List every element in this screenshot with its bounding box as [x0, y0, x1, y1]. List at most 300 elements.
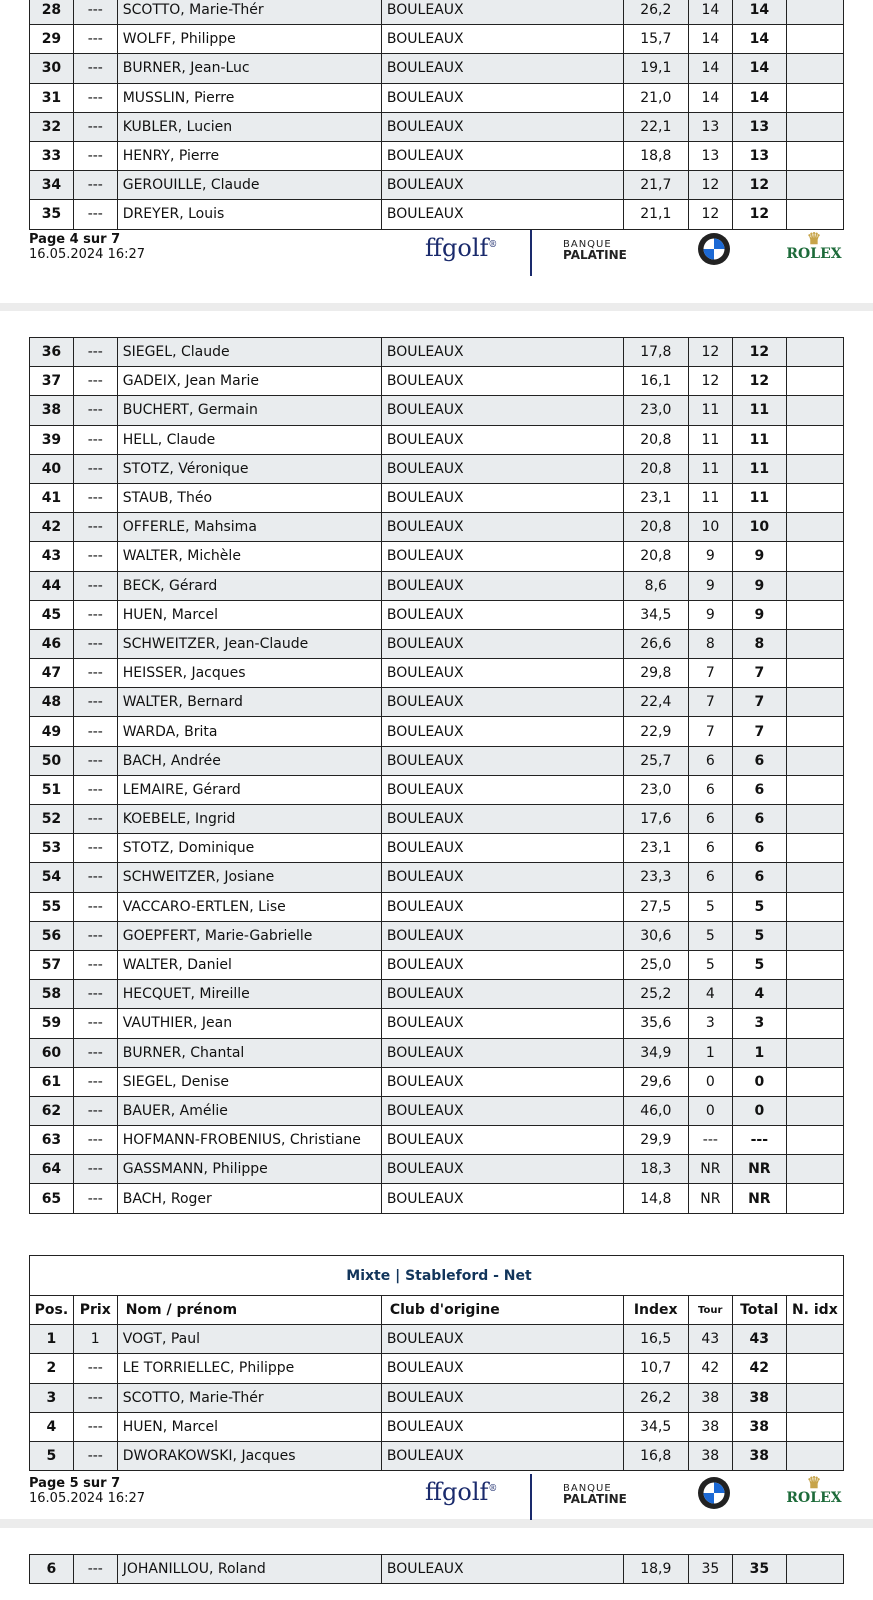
page-6 — [0, 1528, 873, 1600]
bmw-logo — [697, 232, 731, 266]
table-row — [30, 1096, 844, 1125]
cell-club: BOULEAUX — [381, 1354, 623, 1383]
cell-pos: 6 — [30, 1555, 74, 1584]
cell-prix: --- — [73, 805, 117, 834]
cell-tour: 8 — [688, 629, 732, 658]
cell-pos: 34 — [30, 171, 74, 200]
cell-pos: 1 — [30, 1325, 74, 1354]
page-number: Page 4 sur 7 — [29, 232, 121, 247]
cell-index: 26,2 — [623, 0, 688, 25]
table-row — [30, 425, 844, 454]
cell-pos: 50 — [30, 746, 74, 775]
cell-index: 16,1 — [623, 367, 688, 396]
cell-pos: 30 — [30, 54, 74, 83]
cell-index: 29,8 — [623, 659, 688, 688]
cell-name: STOTZ, Véronique — [117, 454, 381, 483]
cell-prix: --- — [73, 1155, 117, 1184]
cell-pos: 65 — [30, 1184, 74, 1213]
cell-total: 0 — [732, 1096, 786, 1125]
cell-name: SCHWEITZER, Jean-Claude — [117, 629, 381, 658]
cell-club: BOULEAUX — [381, 892, 623, 921]
cell-total: 8 — [732, 629, 786, 658]
cell-nidx — [786, 1126, 843, 1155]
cell-pos: 29 — [30, 25, 74, 54]
cell-total: 5 — [732, 921, 786, 950]
cell-prix: --- — [73, 1009, 117, 1038]
cell-pos: 39 — [30, 425, 74, 454]
cell-tour: 6 — [688, 863, 732, 892]
cell-pos: 47 — [30, 659, 74, 688]
cell-nidx — [786, 171, 843, 200]
cell-prix: --- — [73, 1126, 117, 1155]
cell-prix: --- — [73, 746, 117, 775]
cell-index: 17,6 — [623, 805, 688, 834]
cell-club: BOULEAUX — [381, 367, 623, 396]
cell-tour: 11 — [688, 483, 732, 512]
cell-name: DWORAKOWSKI, Jacques — [117, 1441, 381, 1470]
cell-index: 29,6 — [623, 1067, 688, 1096]
cell-club: BOULEAUX — [381, 1009, 623, 1038]
cell-name: LEMAIRE, Gérard — [117, 775, 381, 804]
cell-tour: 6 — [688, 834, 732, 863]
cell-pos: 54 — [30, 863, 74, 892]
cell-index: 22,4 — [623, 688, 688, 717]
table-row — [30, 1354, 844, 1383]
table-row — [30, 367, 844, 396]
table-row — [30, 659, 844, 688]
cell-name: KUBLER, Lucien — [117, 112, 381, 141]
cell-index: 30,6 — [623, 921, 688, 950]
cell-index: 23,3 — [623, 863, 688, 892]
cell-nidx — [786, 1009, 843, 1038]
cell-total: 14 — [732, 54, 786, 83]
table-row — [30, 805, 844, 834]
cell-club: BOULEAUX — [381, 863, 623, 892]
cell-pos: 2 — [30, 1354, 74, 1383]
cell-pos: 33 — [30, 141, 74, 170]
cell-prix: --- — [73, 980, 117, 1009]
cell-name: SCOTTO, Marie-Thér — [117, 0, 381, 25]
cell-nidx — [786, 571, 843, 600]
table-row — [30, 921, 844, 950]
cell-name: GEROUILLE, Claude — [117, 171, 381, 200]
cell-index: 19,1 — [623, 54, 688, 83]
cell-total: 12 — [732, 171, 786, 200]
cell-club: BOULEAUX — [381, 775, 623, 804]
cell-nidx — [786, 629, 843, 658]
cell-pos: 28 — [30, 0, 74, 25]
cell-club: BOULEAUX — [381, 1555, 623, 1584]
cell-pos: 31 — [30, 83, 74, 112]
cell-index: 23,1 — [623, 483, 688, 512]
results-table — [29, 337, 844, 1214]
table-row — [30, 775, 844, 804]
cell-name: SIEGEL, Claude — [117, 338, 381, 367]
table-row — [30, 338, 844, 367]
page-4 — [0, 0, 873, 303]
cell-index: 8,6 — [623, 571, 688, 600]
cell-name: HUEN, Marcel — [117, 1412, 381, 1441]
cell-index: 16,5 — [623, 1325, 688, 1354]
cell-name: BURNER, Jean-Luc — [117, 54, 381, 83]
cell-total: 12 — [732, 338, 786, 367]
header-prix: Prix — [73, 1296, 117, 1325]
cell-prix: --- — [73, 834, 117, 863]
cell-prix: --- — [73, 863, 117, 892]
cell-prix: --- — [73, 1096, 117, 1125]
cell-index: 25,7 — [623, 746, 688, 775]
cell-tour: 4 — [688, 980, 732, 1009]
cell-nidx — [786, 112, 843, 141]
cell-pos: 59 — [30, 1009, 74, 1038]
cell-nidx — [786, 1441, 843, 1470]
cell-name: OFFERLE, Mahsima — [117, 513, 381, 542]
cell-club: BOULEAUX — [381, 83, 623, 112]
cell-nidx — [786, 921, 843, 950]
column-headers — [30, 1296, 844, 1325]
header-tour: Tour — [688, 1296, 732, 1325]
table-row — [30, 1184, 844, 1213]
table-row — [30, 1383, 844, 1412]
cell-prix: --- — [73, 1184, 117, 1213]
cell-pos: 4 — [30, 1412, 74, 1441]
cell-prix: --- — [73, 171, 117, 200]
cell-total: 6 — [732, 863, 786, 892]
cell-tour: 38 — [688, 1412, 732, 1441]
cell-tour: 12 — [688, 200, 732, 229]
cell-club: BOULEAUX — [381, 1038, 623, 1067]
table-row — [30, 834, 844, 863]
cell-prix: --- — [73, 600, 117, 629]
cell-pos: 61 — [30, 1067, 74, 1096]
table-row — [30, 717, 844, 746]
table-row — [30, 0, 844, 25]
cell-pos: 57 — [30, 950, 74, 979]
cell-nidx — [786, 1354, 843, 1383]
print-date: 16.05.2024 16:27 — [29, 247, 146, 262]
banque-palatine-logo: BANQUE PALATINE — [563, 239, 627, 262]
cell-total: 9 — [732, 542, 786, 571]
cell-prix: --- — [73, 629, 117, 658]
cell-club: BOULEAUX — [381, 542, 623, 571]
cell-tour: NR — [688, 1184, 732, 1213]
table-row — [30, 1155, 844, 1184]
cell-club: BOULEAUX — [381, 483, 623, 512]
table-row — [30, 746, 844, 775]
header-nidx: N. idx — [786, 1296, 843, 1325]
table-row — [30, 83, 844, 112]
cell-club: BOULEAUX — [381, 0, 623, 25]
cell-index: 27,5 — [623, 892, 688, 921]
cell-index: 22,9 — [623, 717, 688, 746]
table-row — [30, 571, 844, 600]
cell-total: 10 — [732, 513, 786, 542]
cell-name: VOGT, Paul — [117, 1325, 381, 1354]
cell-prix: --- — [73, 0, 117, 25]
cell-name: HOFMANN-FROBENIUS, Christiane — [117, 1126, 381, 1155]
cell-name: BACH, Roger — [117, 1184, 381, 1213]
cell-prix: --- — [73, 200, 117, 229]
cell-club: BOULEAUX — [381, 513, 623, 542]
table-row — [30, 1555, 844, 1584]
cell-prix: --- — [73, 542, 117, 571]
cell-pos: 32 — [30, 112, 74, 141]
page-number: Page 5 sur 7 — [29, 1476, 121, 1491]
cell-pos: 36 — [30, 338, 74, 367]
cell-nidx — [786, 25, 843, 54]
cell-prix: --- — [73, 425, 117, 454]
cell-tour: 38 — [688, 1383, 732, 1412]
cell-name: HECQUET, Mireille — [117, 980, 381, 1009]
cell-tour: 9 — [688, 542, 732, 571]
cell-club: BOULEAUX — [381, 1325, 623, 1354]
cell-name: WOLFF, Philippe — [117, 25, 381, 54]
cell-nidx — [786, 513, 843, 542]
cell-prix: --- — [73, 1441, 117, 1470]
cell-total: 1 — [732, 1038, 786, 1067]
header-name: Nom / prénom — [117, 1296, 381, 1325]
cell-prix: --- — [73, 338, 117, 367]
page-footer — [0, 1472, 873, 1532]
cell-name: GOEPFERT, Marie-Gabrielle — [117, 921, 381, 950]
cell-club: BOULEAUX — [381, 600, 623, 629]
cell-prix: --- — [73, 396, 117, 425]
cell-pos: 40 — [30, 454, 74, 483]
cell-index: 14,8 — [623, 1184, 688, 1213]
cell-nidx — [786, 338, 843, 367]
cell-tour: 6 — [688, 775, 732, 804]
cell-total: 11 — [732, 396, 786, 425]
table-row — [30, 200, 844, 229]
cell-tour: 14 — [688, 25, 732, 54]
cell-club: BOULEAUX — [381, 1067, 623, 1096]
cell-pos: 3 — [30, 1383, 74, 1412]
cell-nidx — [786, 454, 843, 483]
cell-name: SCOTTO, Marie-Thér — [117, 1383, 381, 1412]
cell-tour: 14 — [688, 0, 732, 25]
table-row — [30, 112, 844, 141]
cell-pos: 53 — [30, 834, 74, 863]
cell-tour: 5 — [688, 921, 732, 950]
cell-nidx — [786, 950, 843, 979]
header-pos: Pos. — [30, 1296, 74, 1325]
cell-prix: --- — [73, 571, 117, 600]
cell-tour: 6 — [688, 805, 732, 834]
cell-nidx — [786, 659, 843, 688]
cell-tour: 11 — [688, 425, 732, 454]
cell-index: 17,8 — [623, 338, 688, 367]
cell-index: 18,9 — [623, 1555, 688, 1584]
cell-club: BOULEAUX — [381, 1126, 623, 1155]
cell-tour: 0 — [688, 1067, 732, 1096]
table-row — [30, 54, 844, 83]
cell-tour: 13 — [688, 112, 732, 141]
cell-index: 46,0 — [623, 1096, 688, 1125]
cell-prix: --- — [73, 83, 117, 112]
cell-index: 26,2 — [623, 1383, 688, 1412]
cell-total: 43 — [732, 1325, 786, 1354]
cell-index: 21,7 — [623, 171, 688, 200]
table-row — [30, 396, 844, 425]
cell-total: 14 — [732, 0, 786, 25]
cell-tour: 9 — [688, 600, 732, 629]
cell-total: 3 — [732, 1009, 786, 1038]
results-table — [29, 1554, 844, 1584]
section-title: Mixte | Stableford - Net — [30, 1256, 844, 1296]
cell-prix: --- — [73, 54, 117, 83]
cell-prix: --- — [73, 892, 117, 921]
table-row — [30, 600, 844, 629]
cell-total: 7 — [732, 659, 786, 688]
cell-name: BAUER, Amélie — [117, 1096, 381, 1125]
cell-club: BOULEAUX — [381, 141, 623, 170]
cell-name: SCHWEITZER, Josiane — [117, 863, 381, 892]
cell-total: 6 — [732, 834, 786, 863]
cell-prix: --- — [73, 367, 117, 396]
logo-divider — [530, 230, 532, 276]
table-row — [30, 1126, 844, 1155]
table-row — [30, 1038, 844, 1067]
table-row — [30, 1009, 844, 1038]
cell-prix: --- — [73, 25, 117, 54]
page-5 — [0, 311, 873, 1519]
cell-club: BOULEAUX — [381, 950, 623, 979]
cell-name: HUEN, Marcel — [117, 600, 381, 629]
cell-nidx — [786, 1155, 843, 1184]
cell-club: BOULEAUX — [381, 25, 623, 54]
cell-index: 25,0 — [623, 950, 688, 979]
cell-total: --- — [732, 1126, 786, 1155]
header-index: Index — [623, 1296, 688, 1325]
cell-club: BOULEAUX — [381, 980, 623, 1009]
cell-index: 29,9 — [623, 1126, 688, 1155]
cell-index: 34,9 — [623, 1038, 688, 1067]
cell-name: LE TORRIELLEC, Philippe — [117, 1354, 381, 1383]
cell-total: 12 — [732, 200, 786, 229]
cell-tour: 9 — [688, 571, 732, 600]
cell-name: VACCARO-ERTLEN, Lise — [117, 892, 381, 921]
cell-pos: 60 — [30, 1038, 74, 1067]
cell-nidx — [786, 141, 843, 170]
header-club: Club d'origine — [381, 1296, 623, 1325]
cell-club: BOULEAUX — [381, 1096, 623, 1125]
cell-club: BOULEAUX — [381, 425, 623, 454]
cell-nidx — [786, 425, 843, 454]
cell-index: 23,1 — [623, 834, 688, 863]
table-row — [30, 454, 844, 483]
cell-prix: --- — [73, 1038, 117, 1067]
cell-index: 20,8 — [623, 513, 688, 542]
cell-nidx — [786, 688, 843, 717]
cell-pos: 62 — [30, 1096, 74, 1125]
cell-total: 13 — [732, 112, 786, 141]
cell-prix: --- — [73, 141, 117, 170]
table-row — [30, 980, 844, 1009]
cell-name: JOHANILLOU, Roland — [117, 1555, 381, 1584]
cell-nidx — [786, 775, 843, 804]
cell-prix: --- — [73, 921, 117, 950]
cell-name: VAUTHIER, Jean — [117, 1009, 381, 1038]
cell-club: BOULEAUX — [381, 112, 623, 141]
cell-pos: 52 — [30, 805, 74, 834]
cell-total: 5 — [732, 950, 786, 979]
cell-pos: 48 — [30, 688, 74, 717]
cell-club: BOULEAUX — [381, 659, 623, 688]
cell-club: BOULEAUX — [381, 171, 623, 200]
cell-tour: 35 — [688, 1555, 732, 1584]
cell-name: BACH, Andrée — [117, 746, 381, 775]
table-row — [30, 1325, 844, 1354]
cell-prix: --- — [73, 454, 117, 483]
cell-tour: 7 — [688, 717, 732, 746]
cell-club: BOULEAUX — [381, 1184, 623, 1213]
cell-nidx — [786, 892, 843, 921]
bmw-logo — [697, 1476, 731, 1510]
cell-nidx — [786, 1184, 843, 1213]
cell-total: 9 — [732, 571, 786, 600]
cell-tour: 7 — [688, 688, 732, 717]
cell-club: BOULEAUX — [381, 834, 623, 863]
cell-nidx — [786, 717, 843, 746]
cell-club: BOULEAUX — [381, 454, 623, 483]
cell-tour: 3 — [688, 1009, 732, 1038]
cell-nidx — [786, 600, 843, 629]
cell-tour: 0 — [688, 1096, 732, 1125]
cell-name: MUSSLIN, Pierre — [117, 83, 381, 112]
cell-nidx — [786, 367, 843, 396]
table-row — [30, 483, 844, 512]
cell-prix: --- — [73, 483, 117, 512]
page-footer — [0, 228, 873, 288]
cell-nidx — [786, 200, 843, 229]
cell-index: 15,7 — [623, 25, 688, 54]
cell-club: BOULEAUX — [381, 1441, 623, 1470]
cell-name: STAUB, Théo — [117, 483, 381, 512]
cell-name: WARDA, Brita — [117, 717, 381, 746]
crown-icon: ♛ — [806, 229, 822, 248]
cell-name: KOEBELE, Ingrid — [117, 805, 381, 834]
cell-pos: 41 — [30, 483, 74, 512]
header-total: Total — [732, 1296, 786, 1325]
cell-index: 18,3 — [623, 1155, 688, 1184]
cell-tour: 10 — [688, 513, 732, 542]
cell-pos: 46 — [30, 629, 74, 658]
cell-club: BOULEAUX — [381, 1412, 623, 1441]
cell-tour: 7 — [688, 659, 732, 688]
cell-total: 38 — [732, 1383, 786, 1412]
table-row — [30, 892, 844, 921]
table-row — [30, 688, 844, 717]
cell-nidx — [786, 980, 843, 1009]
cell-club: BOULEAUX — [381, 1155, 623, 1184]
cell-pos: 64 — [30, 1155, 74, 1184]
cell-index: 22,1 — [623, 112, 688, 141]
cell-index: 25,2 — [623, 980, 688, 1009]
cell-name: WALTER, Michèle — [117, 542, 381, 571]
cell-tour: 38 — [688, 1441, 732, 1470]
table-row — [30, 542, 844, 571]
table-row — [30, 863, 844, 892]
cell-nidx — [786, 1555, 843, 1584]
cell-total: 11 — [732, 454, 786, 483]
table-row — [30, 629, 844, 658]
cell-tour: 42 — [688, 1354, 732, 1383]
cell-name: STOTZ, Dominique — [117, 834, 381, 863]
cell-club: BOULEAUX — [381, 200, 623, 229]
cell-pos: 5 — [30, 1441, 74, 1470]
cell-name: GADEIX, Jean Marie — [117, 367, 381, 396]
cell-name: WALTER, Bernard — [117, 688, 381, 717]
